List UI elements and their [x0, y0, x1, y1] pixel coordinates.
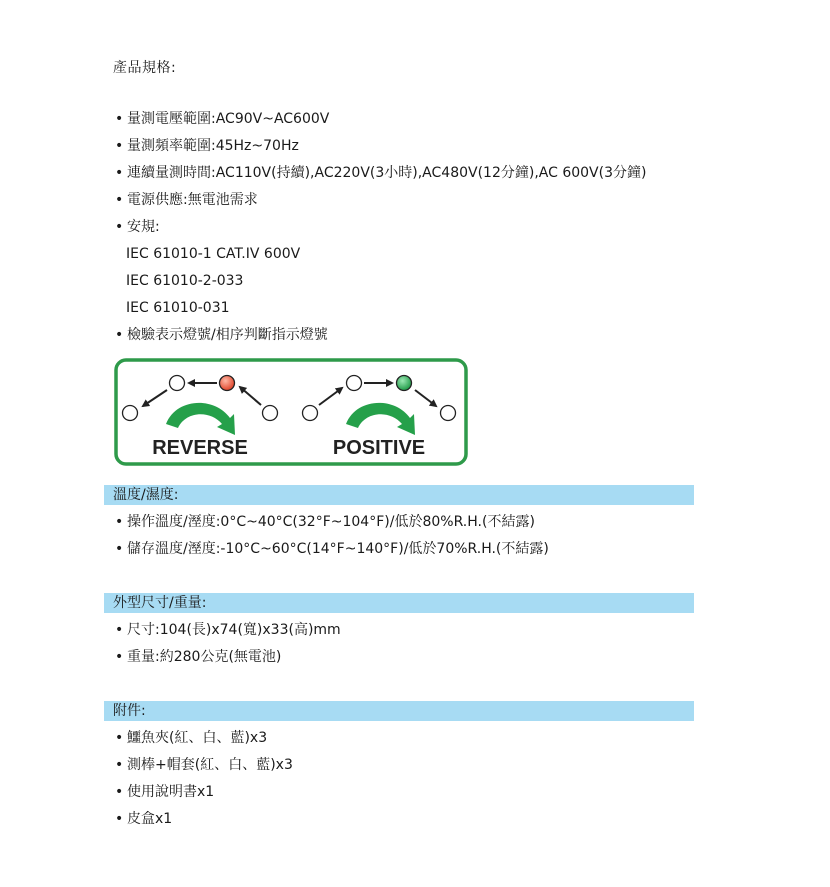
spec-item	[113, 214, 646, 241]
item-text: 重量:約280公克(無電池)	[127, 649, 282, 665]
section-header-temperature: 溫度/濕度:	[104, 485, 694, 505]
spec-text: 電源供應:無電池需求	[127, 192, 258, 208]
lamp-off	[123, 406, 138, 421]
lamp-green	[397, 376, 412, 391]
list-item	[113, 752, 293, 779]
bullet-dot: •	[115, 165, 124, 181]
bullet-dot: •	[115, 192, 124, 208]
spec-text: IEC 61010-031	[126, 300, 230, 316]
dimensions-list	[113, 617, 341, 671]
spec-text: 安規:	[127, 219, 160, 235]
spec-item	[113, 322, 646, 349]
spec-text: 連續量測時間:AC110V(持續),AC220V(3小時),AC480V(12分鐘),AC 600V(3分鐘)	[127, 165, 647, 181]
spec-text: 檢驗表示燈號/相序判斷指示燈號	[127, 327, 328, 343]
item-text: 操作溫度/溼度:0°C~40°C(32°F~104°F)/低於80%R.H.(不結露)	[127, 514, 535, 530]
list-item	[113, 509, 549, 536]
bullet-dot: •	[115, 622, 124, 638]
bullet-dot: •	[115, 111, 124, 127]
reverse-label: REVERSE	[152, 437, 248, 459]
spec-text: IEC 61010-2-033	[126, 273, 244, 289]
spec-text: 量測電壓範圍:AC90V~AC600V	[127, 111, 330, 127]
bullet-dot: •	[115, 811, 124, 827]
bullet-dot: •	[115, 784, 124, 800]
bullet-dot: •	[115, 757, 124, 773]
item-text: 尺寸:104(長)x74(寬)x33(高)mm	[127, 622, 341, 638]
bullet-dot: •	[115, 138, 124, 154]
spec-item	[113, 106, 646, 133]
lamp-off	[303, 406, 318, 421]
list-item	[113, 536, 549, 563]
section-header-accessories: 附件:	[104, 701, 694, 721]
lamp-off	[441, 406, 456, 421]
lamp-red	[220, 376, 235, 391]
item-text: 測棒+帽套(紅、白、藍)x3	[127, 757, 293, 773]
list-item	[113, 617, 341, 644]
item-text: 使用說明書x1	[127, 784, 215, 800]
list-item	[113, 725, 293, 752]
spec-subitem	[113, 268, 646, 295]
spec-text: 量測頻率範圍:45Hz~70Hz	[127, 138, 299, 154]
phase-indicator-diagram	[114, 358, 468, 466]
spec-item	[113, 187, 646, 214]
bullet-dot: •	[115, 649, 124, 665]
temperature-list	[113, 509, 549, 563]
bullet-dot: •	[115, 541, 124, 557]
item-text: 鱷魚夾(紅、白、藍)x3	[127, 730, 268, 746]
spec-list	[113, 106, 646, 349]
lamp-off	[347, 376, 362, 391]
lamp-off	[170, 376, 185, 391]
spec-item	[113, 160, 646, 187]
bullet-dot: •	[115, 514, 124, 530]
spec-subitem	[113, 295, 646, 322]
bullet-dot: •	[115, 327, 124, 343]
page-heading: 產品規格:	[113, 60, 177, 76]
spec-text: IEC 61010-1 CAT.IV 600V	[126, 246, 301, 262]
positive-label: POSITIVE	[332, 437, 426, 459]
bullet-dot: •	[115, 219, 124, 235]
bullet-dot: •	[115, 730, 124, 746]
list-item	[113, 644, 341, 671]
list-item	[113, 779, 293, 806]
spec-item	[113, 133, 646, 160]
item-text: 儲存溫度/溼度:-10°C~60°C(14°F~140°F)/低於70%R.H.(不結露)	[127, 541, 549, 557]
item-text: 皮盒x1	[127, 811, 173, 827]
lamp-off	[263, 406, 278, 421]
section-header-dimensions: 外型尺寸/重量:	[104, 593, 694, 613]
list-item	[113, 806, 293, 833]
accessories-list	[113, 725, 293, 833]
spec-subitem	[113, 241, 646, 268]
